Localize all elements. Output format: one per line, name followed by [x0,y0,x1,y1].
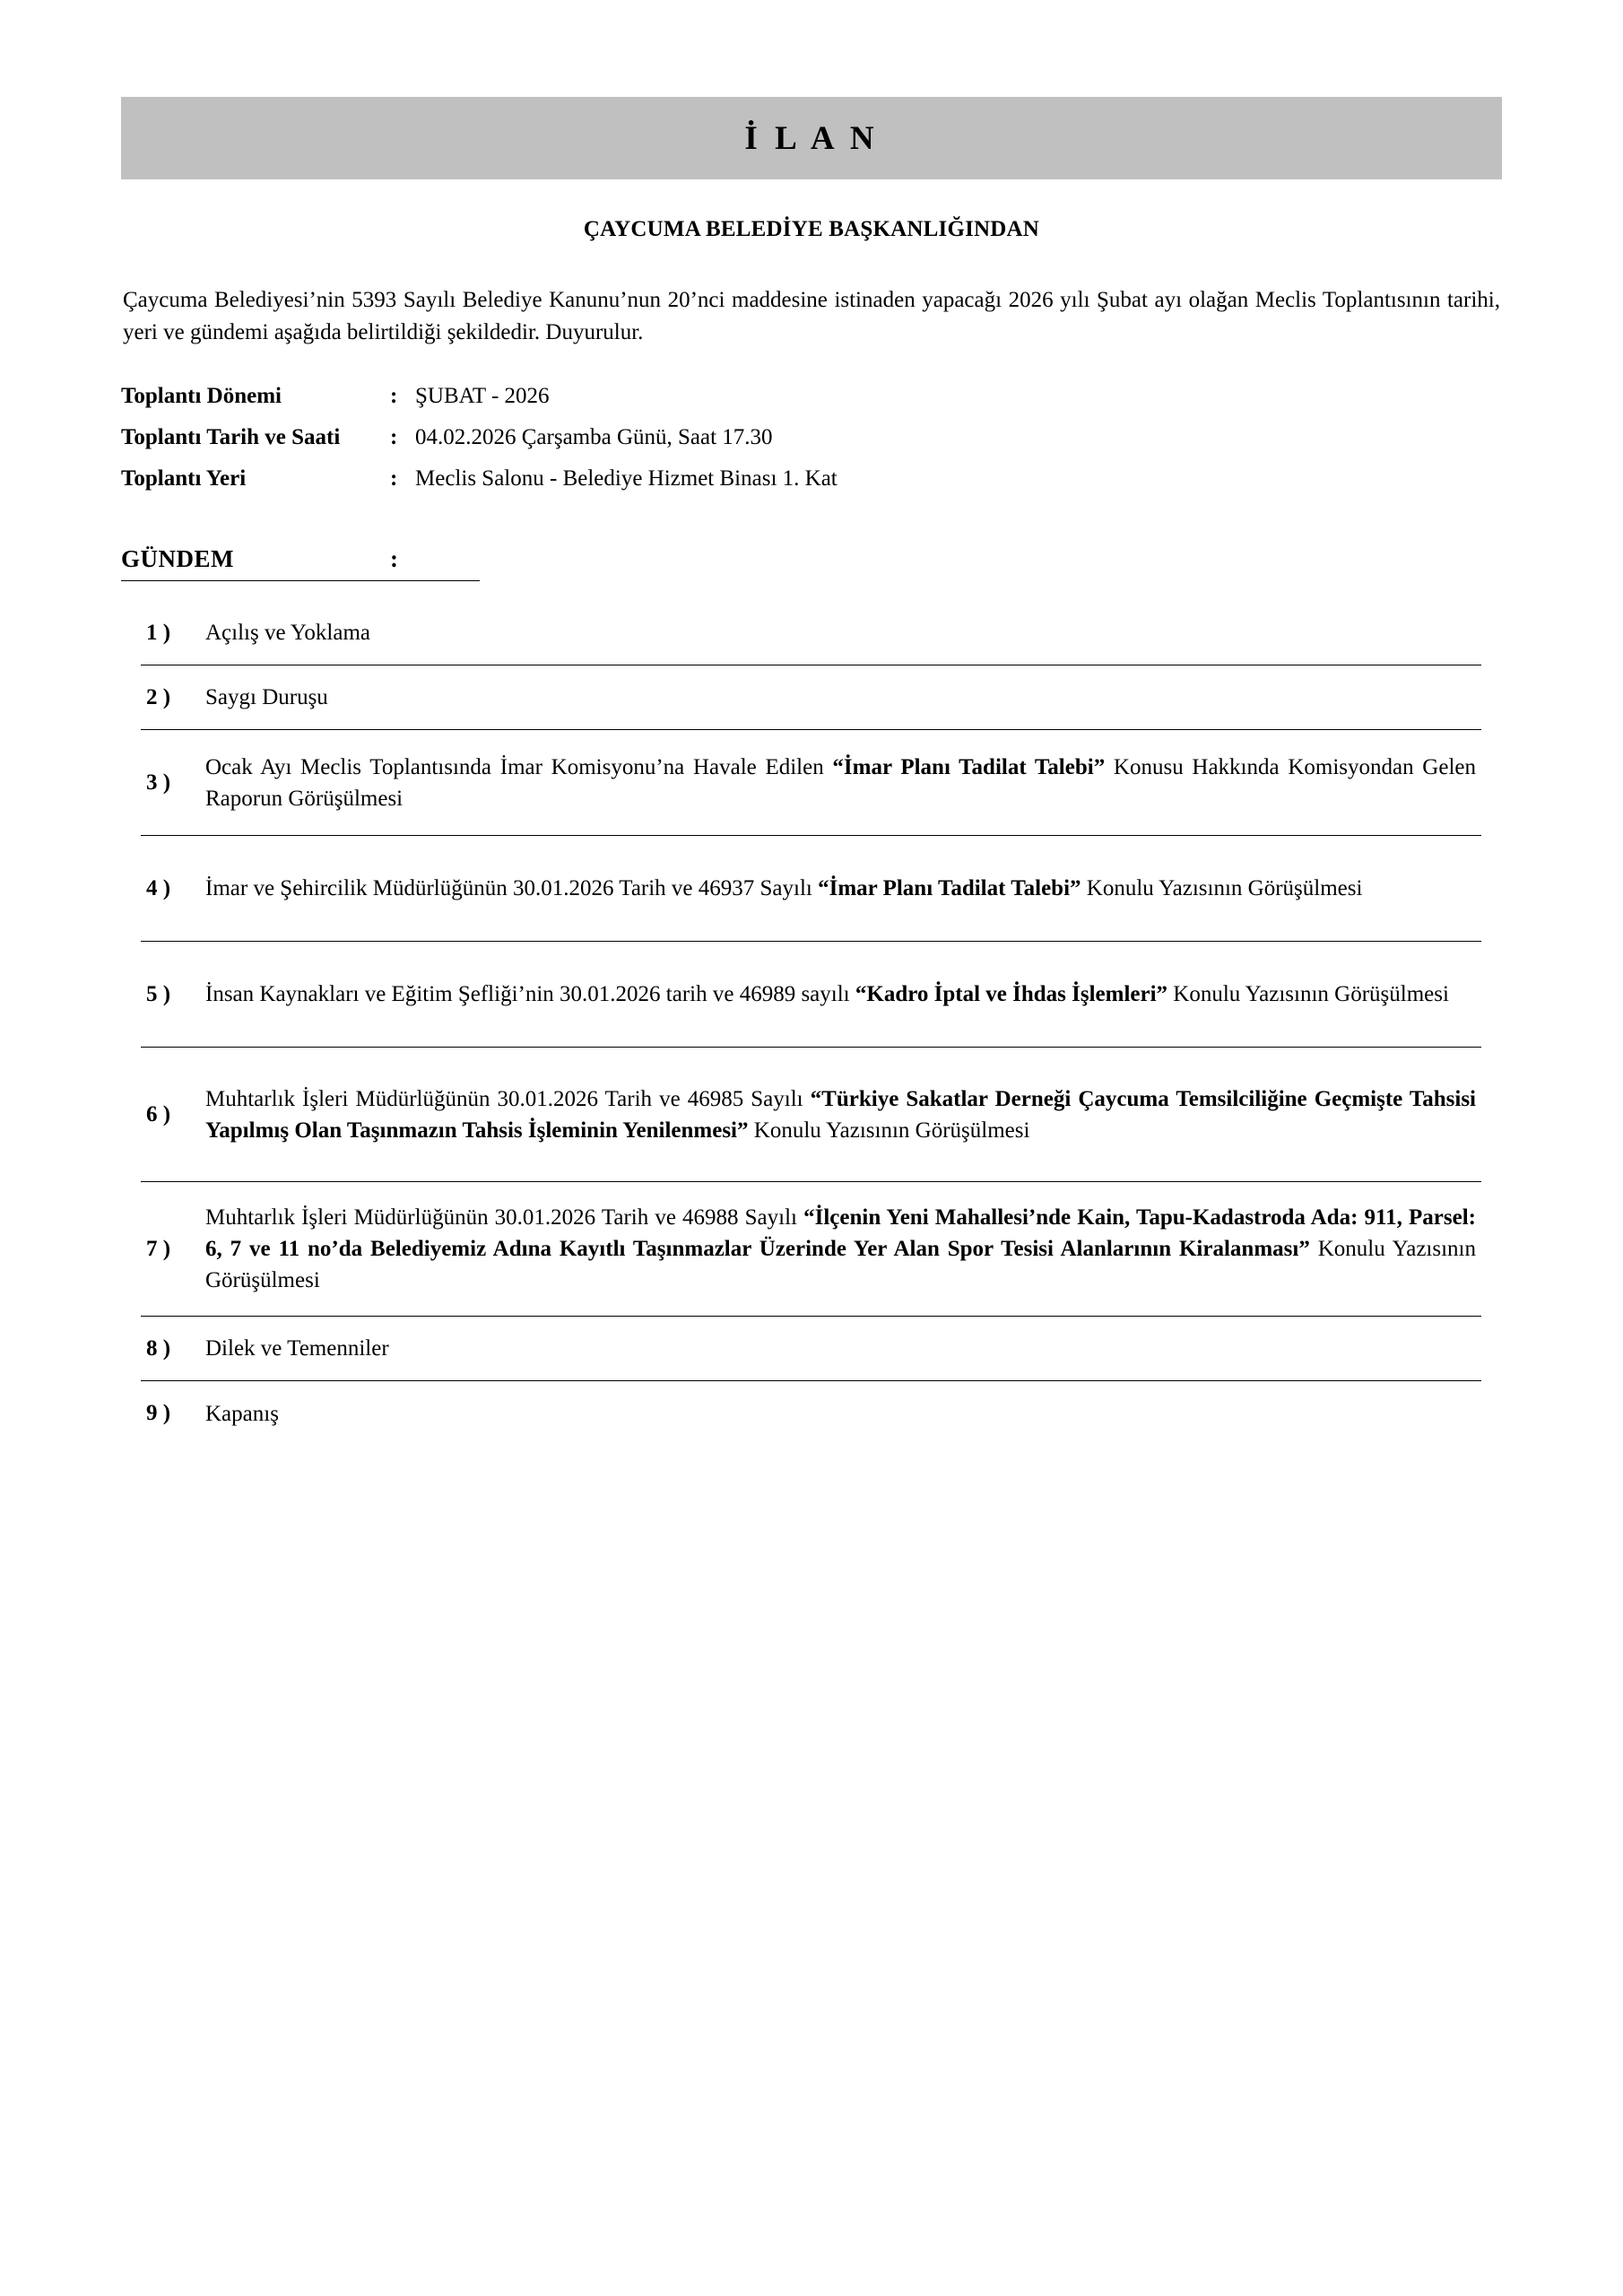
agenda-item-number: 2 ) [146,684,171,709]
list-item [141,730,1481,836]
meeting-detail-row [121,466,1502,491]
agenda-item-number: 3 ) [146,770,171,795]
meeting-detail-row [121,425,1502,450]
list-item [141,1381,1481,1446]
agenda-item-number: 9 ) [146,1401,171,1425]
meeting-period-label: Toplantı Dönemi [121,384,282,408]
agenda-item-text: Muhtarlık İşleri Müdürlüğünün 30.01.2026 Tarih ve 46985 Sayılı “Türkiye Sakatlar Derneği Çaycuma Temsilciliğine Geçmişte Tahsisi Yapılmış Olan Taşınmazın Tahsis İşleminin Yenilenmesi” Konulu Yazısının Görüşülmesi [205,1086,1476,1143]
agenda-item-number: 4 ) [146,875,171,900]
agenda-item-text: Ocak Ayı Meclis Toplantısında İmar Komisyonu’na Havale Edilen “İmar Planı Tadilat Talebi” Konusu Hakkında Komisyondan Gelen Raporun Görüşülmesi [205,754,1476,811]
meeting-period-colon: : [390,384,398,408]
agenda-item-text: Dilek ve Temenniler [205,1336,389,1361]
list-item [141,836,1481,942]
agenda-item-text: Muhtarlık İşleri Müdürlüğünün 30.01.2026 Tarih ve 46988 Sayılı “İlçenin Yeni Mahallesi’nde Kain, Tapu-Kadastroda Ada: 911, Parsel: 6, 7 ve 11 no’da Belediyemiz Adına Kayıtlı Taşınmazlar Üzerinde Yer Alan Spor Tesisi Alanlarının Kiralanması” Konulu Yazısının Görüşülmesi [205,1205,1476,1292]
meeting-period-value: ŞUBAT - 2026 [415,384,550,408]
document-content [121,97,1502,1446]
list-item [141,601,1481,665]
page-title: İ L A N [744,119,879,157]
meeting-place-colon: : [390,466,398,491]
agenda-item-text: İmar ve Şehircilik Müdürlüğünün 30.01.2026 Tarih ve 46937 Sayılı “İmar Planı Tadilat Talebi” Konulu Yazısının Görüşülmesi [205,876,1363,900]
meeting-datetime-colon: : [390,425,398,449]
agenda-item-number: 8 ) [146,1335,171,1361]
agenda-item-number: 6 ) [146,1101,171,1126]
agenda-item-number: 5 ) [146,981,171,1006]
agenda-item-number: 7 ) [146,1236,171,1261]
list-item [141,1182,1481,1317]
agenda-heading-colon: : [390,545,398,572]
meeting-datetime-value: 04.02.2026 Çarşamba Günü, Saat 17.30 [415,425,773,449]
document-subtitle: ÇAYCUMA BELEDİYE BAŞKANLIĞINDAN [583,217,1040,241]
meeting-datetime-label: Toplantı Tarih ve Saati [121,425,341,449]
ilan-banner [121,97,1502,179]
list-item [141,1317,1481,1381]
agenda-heading-label: GÜNDEM [121,545,234,572]
intro-paragraph: Çaycuma Belediyesi’nin 5393 Sayılı Belediye Kanunu’nun 20’nci maddesine istinaden yapacağı 2026 yılı Şubat ayı olağan Meclis Toplantısının tarihi, yeri ve gündemi aşağıda belirtildiği şekildedir. Duyurulur. [123,288,1500,344]
meeting-detail-row [121,384,1502,409]
agenda-item-text: İnsan Kaynakları ve Eğitim Şefliği’nin 30.01.2026 tarih ve 46989 sayılı “Kadro İptal ve İhdas İşlemleri” Konulu Yazısının Görüşülmesi [205,982,1449,1006]
meeting-place-label: Toplantı Yeri [121,466,247,491]
agenda-item-number: 1 ) [146,620,171,645]
meeting-details [121,384,1502,491]
meeting-place-value: Meclis Salonu - Belediye Hizmet Binası 1. Kat [415,466,838,491]
list-item [141,1048,1481,1182]
agenda-item-text: Açılış ve Yoklama [205,621,371,645]
agenda-heading [121,545,480,581]
list-item [141,665,1481,730]
agenda-item-text: Kapanış [205,1401,279,1426]
agenda-item-text: Saygı Duruşu [205,685,328,709]
list-item [141,942,1481,1048]
agenda-list [141,601,1481,1446]
